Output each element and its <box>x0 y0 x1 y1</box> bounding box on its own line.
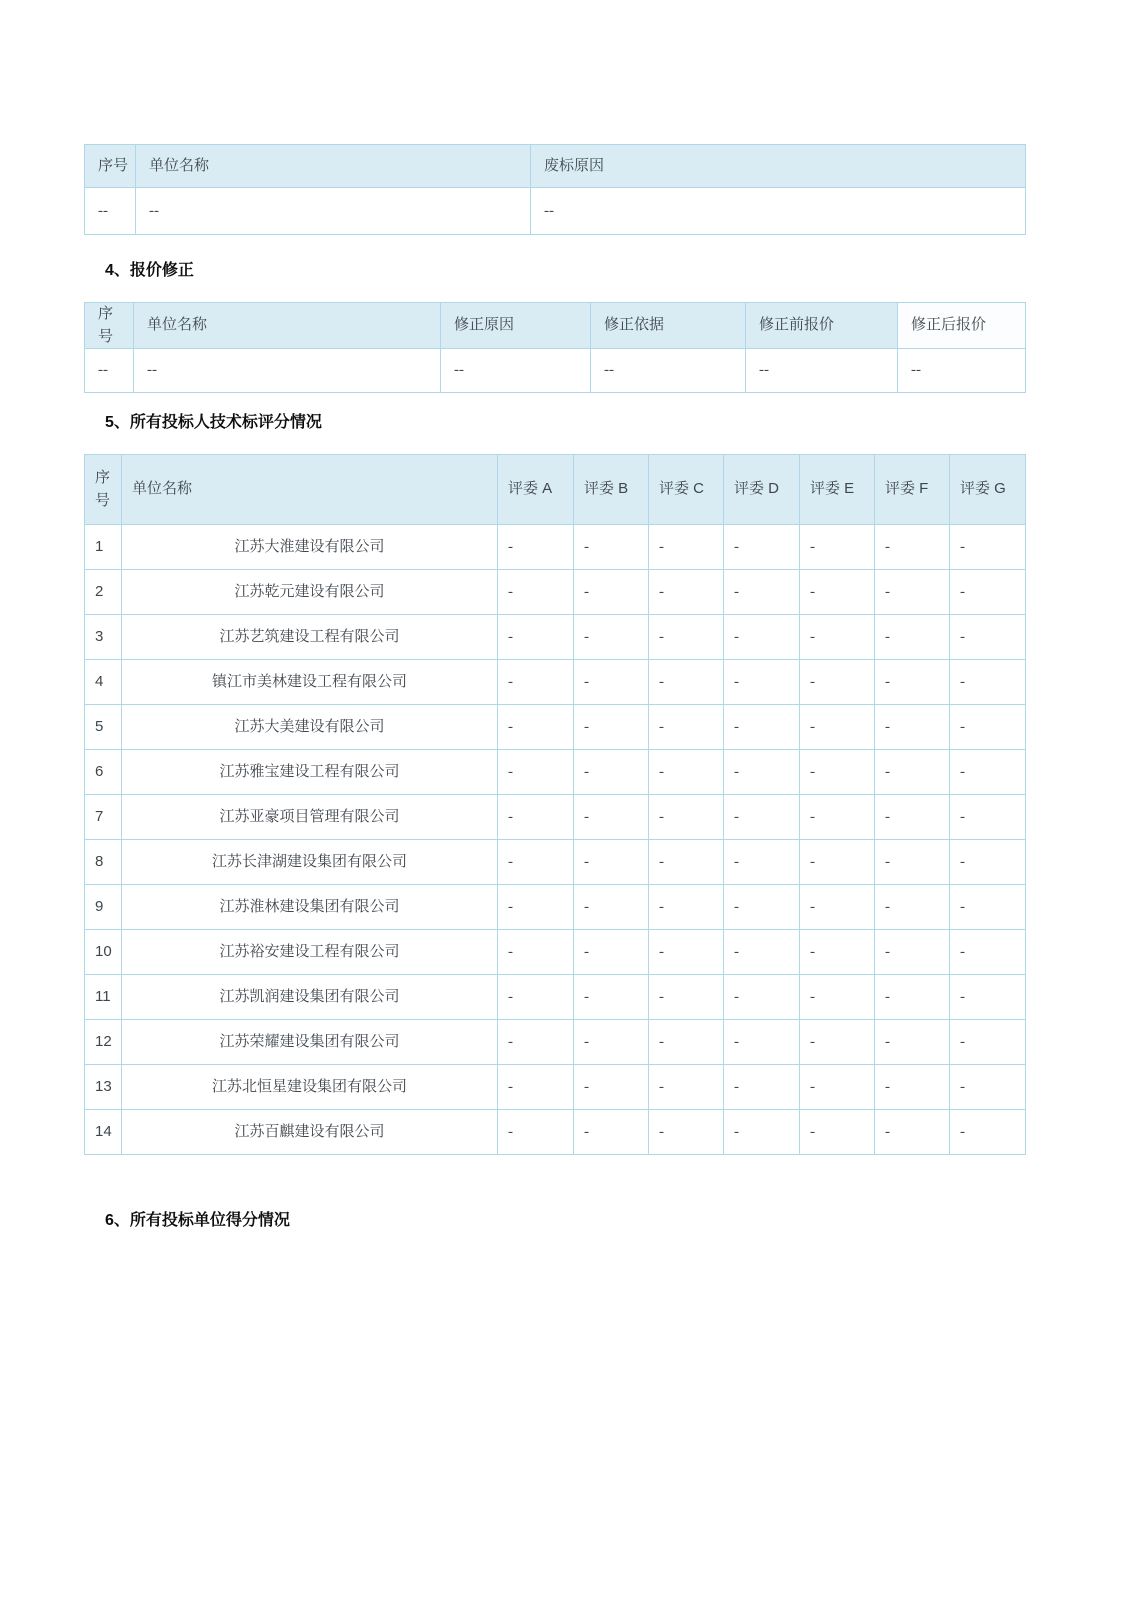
cell-judge-score-g: - <box>950 660 1026 705</box>
cell-judge-score-b: - <box>574 930 649 975</box>
cell-judge-score-e: - <box>800 840 875 885</box>
table-row <box>85 885 1026 930</box>
cell-judge-score-f: - <box>875 525 950 570</box>
cell-judge-score-e: - <box>800 615 875 660</box>
cell-company-name: 江苏乾元建设有限公司 <box>122 570 498 615</box>
cell-company-name: 江苏荣耀建设集团有限公司 <box>122 1020 498 1065</box>
cell-company-name: 江苏亚豪项目管理有限公司 <box>122 795 498 840</box>
cell-judge-score-b: - <box>574 660 649 705</box>
col-company-name: 单位名称 <box>134 303 441 349</box>
col-judge-e: 评委 E <box>800 455 875 525</box>
cell-judge-score-g: - <box>950 885 1026 930</box>
cell-company-name: 江苏裕安建设工程有限公司 <box>122 930 498 975</box>
cell-judge-score-g: - <box>950 795 1026 840</box>
cell-judge-score-b: - <box>574 795 649 840</box>
cell-judge-score-e: - <box>800 705 875 750</box>
cell-judge-score-e: - <box>800 795 875 840</box>
col-company-name: 单位名称 <box>136 145 531 188</box>
cell-judge-score-b: - <box>574 705 649 750</box>
section-heading-tech-score: 5、所有投标人技术标评分情况 <box>105 414 322 431</box>
cell-judge-score-f: - <box>875 570 950 615</box>
cell-judge-score-f: - <box>875 840 950 885</box>
cell-judge-score-g: - <box>950 1020 1026 1065</box>
cell-judge-score-f: - <box>875 885 950 930</box>
cell-judge-score-c: - <box>649 570 724 615</box>
section-heading-price-correction: 4、报价修正 <box>105 262 194 279</box>
table-row <box>85 570 1026 615</box>
table-row <box>85 349 1026 393</box>
col-judge-d: 评委 D <box>724 455 800 525</box>
cell-judge-score-e: - <box>800 660 875 705</box>
cell-company-name: 江苏雅宝建设工程有限公司 <box>122 750 498 795</box>
cell-judge-score-a: - <box>498 570 574 615</box>
cell-judge-score-b: - <box>574 885 649 930</box>
cell-judge-score-e: - <box>800 885 875 930</box>
cell-judge-score-d: - <box>724 885 800 930</box>
cell-judge-score-d: - <box>724 1110 800 1155</box>
cell-serial: 2 <box>85 570 122 615</box>
cell-company-name: -- <box>136 188 531 235</box>
cell-invalid-reason: -- <box>531 188 1026 235</box>
cell-serial: 5 <box>85 705 122 750</box>
cell-judge-score-a: - <box>498 1110 574 1155</box>
cell-judge-score-f: - <box>875 705 950 750</box>
cell-judge-score-g: - <box>950 570 1026 615</box>
table-row <box>85 840 1026 885</box>
tech-score-header-row <box>85 455 1026 525</box>
cell-judge-score-e: - <box>800 930 875 975</box>
cell-serial: 7 <box>85 795 122 840</box>
cell-judge-score-a: - <box>498 795 574 840</box>
cell-judge-score-d: - <box>724 525 800 570</box>
cell-judge-score-e: - <box>800 1020 875 1065</box>
cell-serial: 3 <box>85 615 122 660</box>
cell-serial: 1 <box>85 525 122 570</box>
cell-judge-score-c: - <box>649 975 724 1020</box>
col-company-name: 单位名称 <box>122 455 498 525</box>
cell-serial: -- <box>85 188 136 235</box>
cell-judge-score-d: - <box>724 795 800 840</box>
cell-judge-score-c: - <box>649 795 724 840</box>
table-row <box>85 930 1026 975</box>
cell-judge-score-g: - <box>950 840 1026 885</box>
cell-judge-score-f: - <box>875 750 950 795</box>
cell-judge-score-d: - <box>724 1020 800 1065</box>
cell-serial: 9 <box>85 885 122 930</box>
table-row <box>85 615 1026 660</box>
cell-judge-score-c: - <box>649 1065 724 1110</box>
col-serial: 序号 <box>85 145 136 188</box>
cell-serial: 14 <box>85 1110 122 1155</box>
col-judge-f: 评委 F <box>875 455 950 525</box>
cell-judge-score-g: - <box>950 1065 1026 1110</box>
col-judge-c: 评委 C <box>649 455 724 525</box>
table-row <box>85 660 1026 705</box>
cell-company-name: 镇江市美林建设工程有限公司 <box>122 660 498 705</box>
cell-company-name: 江苏大美建设有限公司 <box>122 705 498 750</box>
tech-score-body <box>85 525 1026 1155</box>
section-heading-unit-score: 6、所有投标单位得分情况 <box>105 1212 290 1229</box>
cell-judge-score-f: - <box>875 795 950 840</box>
cell-serial: 4 <box>85 660 122 705</box>
cell-judge-score-f: - <box>875 1110 950 1155</box>
table-row <box>85 1020 1026 1065</box>
cell-judge-score-d: - <box>724 660 800 705</box>
cell-price-before: -- <box>746 349 898 393</box>
cell-company-name: 江苏淮林建设集团有限公司 <box>122 885 498 930</box>
cell-judge-score-g: - <box>950 930 1026 975</box>
table-row <box>85 750 1026 795</box>
cell-judge-score-a: - <box>498 750 574 795</box>
cell-judge-score-e: - <box>800 525 875 570</box>
cell-judge-score-e: - <box>800 570 875 615</box>
cell-company-name: 江苏艺筑建设工程有限公司 <box>122 615 498 660</box>
cell-judge-score-c: - <box>649 930 724 975</box>
cell-judge-score-b: - <box>574 975 649 1020</box>
cell-correction-basis: -- <box>591 349 746 393</box>
cell-judge-score-b: - <box>574 615 649 660</box>
cell-judge-score-d: - <box>724 570 800 615</box>
cell-judge-score-f: - <box>875 615 950 660</box>
tech-score-table <box>84 454 1026 1155</box>
cell-judge-score-b: - <box>574 1110 649 1155</box>
cell-company-name: -- <box>134 349 441 393</box>
cell-judge-score-c: - <box>649 660 724 705</box>
cell-judge-score-a: - <box>498 840 574 885</box>
col-price-after: 修正后报价 <box>898 303 1026 349</box>
cell-serial: 6 <box>85 750 122 795</box>
cell-judge-score-g: - <box>950 975 1026 1020</box>
cell-judge-score-f: - <box>875 660 950 705</box>
cell-judge-score-a: - <box>498 975 574 1020</box>
cell-serial: 12 <box>85 1020 122 1065</box>
table-row <box>85 1065 1026 1110</box>
cell-serial: 11 <box>85 975 122 1020</box>
table-row <box>85 975 1026 1020</box>
cell-judge-score-d: - <box>724 975 800 1020</box>
cell-price-after: -- <box>898 349 1026 393</box>
cell-judge-score-e: - <box>800 1065 875 1110</box>
cell-judge-score-d: - <box>724 1065 800 1110</box>
cell-judge-score-a: - <box>498 930 574 975</box>
cell-judge-score-c: - <box>649 1020 724 1065</box>
cell-judge-score-f: - <box>875 930 950 975</box>
col-price-before: 修正前报价 <box>746 303 898 349</box>
cell-company-name: 江苏百麒建设有限公司 <box>122 1110 498 1155</box>
cell-company-name: 江苏大淮建设有限公司 <box>122 525 498 570</box>
cell-judge-score-c: - <box>649 840 724 885</box>
cell-judge-score-a: - <box>498 1020 574 1065</box>
price-correction-table <box>84 302 1026 393</box>
cell-judge-score-b: - <box>574 1065 649 1110</box>
cell-correction-reason: -- <box>441 349 591 393</box>
table-row <box>85 705 1026 750</box>
col-invalid-reason: 废标原因 <box>531 145 1026 188</box>
cell-judge-score-d: - <box>724 705 800 750</box>
cell-judge-score-c: - <box>649 1110 724 1155</box>
cell-company-name: 江苏长津湖建设集团有限公司 <box>122 840 498 885</box>
col-serial: 序号 <box>85 303 134 349</box>
cell-company-name: 江苏北恒星建设集团有限公司 <box>122 1065 498 1110</box>
cell-judge-score-a: - <box>498 525 574 570</box>
cell-judge-score-b: - <box>574 570 649 615</box>
invalid-bid-table <box>84 144 1026 235</box>
cell-judge-score-b: - <box>574 1020 649 1065</box>
cell-judge-score-a: - <box>498 660 574 705</box>
table-row <box>85 525 1026 570</box>
cell-judge-score-a: - <box>498 705 574 750</box>
cell-judge-score-c: - <box>649 885 724 930</box>
cell-judge-score-d: - <box>724 750 800 795</box>
cell-judge-score-c: - <box>649 615 724 660</box>
cell-serial: 8 <box>85 840 122 885</box>
cell-judge-score-a: - <box>498 1065 574 1110</box>
cell-serial: 10 <box>85 930 122 975</box>
cell-judge-score-g: - <box>950 705 1026 750</box>
table-row <box>85 1110 1026 1155</box>
cell-judge-score-d: - <box>724 840 800 885</box>
cell-judge-score-e: - <box>800 1110 875 1155</box>
cell-company-name: 江苏凯润建设集团有限公司 <box>122 975 498 1020</box>
cell-serial: 13 <box>85 1065 122 1110</box>
cell-judge-score-b: - <box>574 525 649 570</box>
cell-judge-score-g: - <box>950 615 1026 660</box>
col-judge-a: 评委 A <box>498 455 574 525</box>
cell-judge-score-f: - <box>875 1065 950 1110</box>
cell-judge-score-g: - <box>950 525 1026 570</box>
cell-judge-score-e: - <box>800 975 875 1020</box>
col-correction-basis: 修正依据 <box>591 303 746 349</box>
col-correction-reason: 修正原因 <box>441 303 591 349</box>
cell-judge-score-f: - <box>875 975 950 1020</box>
cell-judge-score-c: - <box>649 705 724 750</box>
cell-judge-score-e: - <box>800 750 875 795</box>
table-row <box>85 795 1026 840</box>
cell-judge-score-a: - <box>498 885 574 930</box>
cell-judge-score-g: - <box>950 1110 1026 1155</box>
cell-judge-score-b: - <box>574 750 649 795</box>
col-judge-g: 评委 G <box>950 455 1026 525</box>
cell-judge-score-b: - <box>574 840 649 885</box>
price-correction-header-row <box>85 303 1026 349</box>
cell-judge-score-c: - <box>649 525 724 570</box>
cell-judge-score-d: - <box>724 930 800 975</box>
col-judge-b: 评委 B <box>574 455 649 525</box>
cell-judge-score-a: - <box>498 615 574 660</box>
col-serial: 序号 <box>85 455 122 525</box>
cell-judge-score-f: - <box>875 1020 950 1065</box>
invalid-bid-header-row <box>85 145 1026 188</box>
cell-judge-score-c: - <box>649 750 724 795</box>
table-row <box>85 188 1026 235</box>
cell-serial: -- <box>85 349 134 393</box>
cell-judge-score-g: - <box>950 750 1026 795</box>
cell-judge-score-d: - <box>724 615 800 660</box>
